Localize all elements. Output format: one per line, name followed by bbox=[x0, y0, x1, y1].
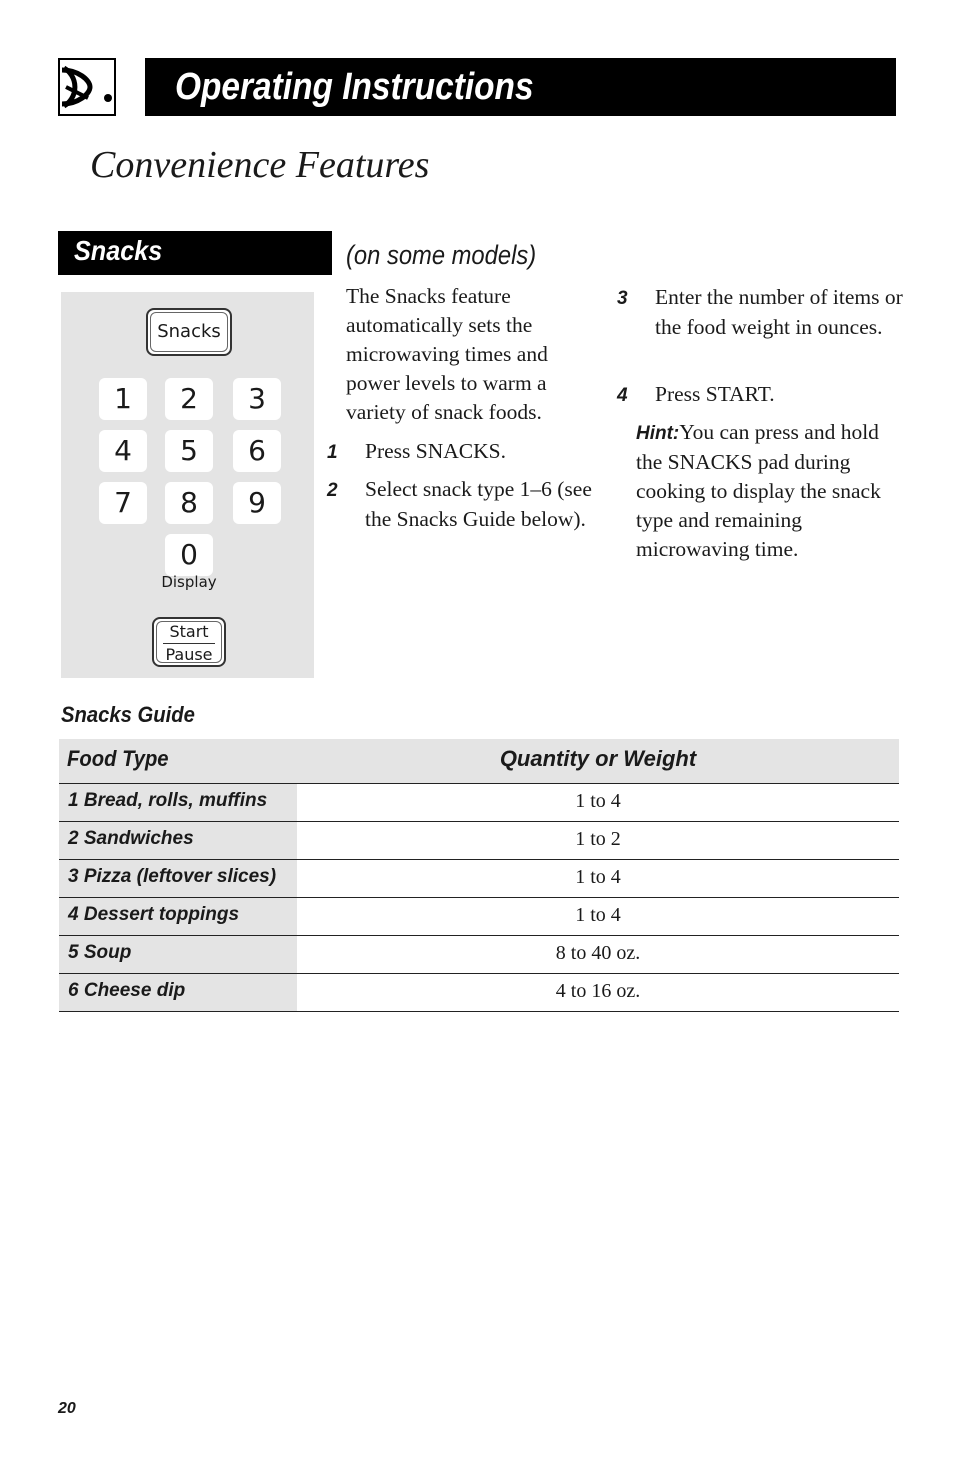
step-number: 1 bbox=[327, 442, 338, 463]
food-type-cell: 5 Soup bbox=[59, 936, 297, 973]
digit-key-0: 0 bbox=[165, 534, 213, 576]
step-text: Press SNACKS. bbox=[365, 439, 506, 463]
feature-title-bar bbox=[58, 231, 332, 275]
hint-text: You can press and hold the SNACKS pad during cooking to display the snack type and remaining microwaving time. bbox=[636, 420, 881, 561]
food-type-cell: 1 Bread, rolls, muffins bbox=[59, 784, 297, 821]
header-bar bbox=[145, 58, 896, 116]
digit-key-2: 2 bbox=[165, 378, 213, 420]
section-title: Convenience Features bbox=[90, 144, 430, 186]
page-number: 20 bbox=[58, 1400, 76, 1417]
quantity-cell: 1 to 4 bbox=[575, 790, 621, 812]
start-pause-key bbox=[152, 617, 226, 667]
step-number: 4 bbox=[617, 385, 628, 406]
header-quantity: Quantity or Weight bbox=[499, 746, 697, 771]
snacks-guide-table bbox=[59, 739, 899, 1012]
step-text: Select snack type 1–6 (see the Snacks Guide below). bbox=[365, 477, 592, 531]
digit-key-9: 9 bbox=[233, 482, 281, 524]
step-2 bbox=[327, 475, 605, 534]
food-type-cell: 3 Pizza (leftover slices) bbox=[59, 860, 297, 897]
step-text: Enter the number of items or the food weight in ounces. bbox=[655, 285, 903, 339]
table-row bbox=[59, 898, 899, 936]
quantity-cell: 1 to 2 bbox=[575, 828, 621, 850]
display-label: Display bbox=[161, 573, 217, 591]
table-header bbox=[59, 739, 899, 784]
digit-key-8: 8 bbox=[165, 482, 213, 524]
step-number: 2 bbox=[327, 480, 338, 501]
food-type-cell: 6 Cheese dip bbox=[59, 974, 297, 1011]
table-row bbox=[59, 784, 899, 822]
digit-key-1: 1 bbox=[99, 378, 147, 420]
models-note: (on some models) bbox=[346, 240, 537, 270]
start-label: Start bbox=[169, 622, 209, 641]
key-divider bbox=[163, 643, 215, 644]
feature-intro: The Snacks feature automatically sets the microwaving times and power levels to warm a variety of snack foods. bbox=[346, 284, 548, 424]
snacks-key: Snacks bbox=[146, 308, 232, 356]
pause-label: Pause bbox=[165, 645, 213, 664]
header-food-type: Food Type bbox=[67, 746, 169, 771]
keypad-illustration bbox=[61, 292, 314, 678]
hint-label: Hint: bbox=[636, 423, 680, 444]
table-row bbox=[59, 822, 899, 860]
step-3 bbox=[617, 283, 913, 342]
food-type-cell: 4 Dessert toppings bbox=[59, 898, 297, 935]
step-4 bbox=[617, 380, 913, 410]
table-row bbox=[59, 860, 899, 898]
feature-title: Snacks bbox=[74, 235, 163, 266]
digit-key-6: 6 bbox=[233, 430, 281, 472]
food-type-cell: 2 Sandwiches bbox=[59, 822, 297, 859]
step-text: Press START. bbox=[655, 382, 775, 406]
quantity-cell: 1 to 4 bbox=[575, 866, 621, 888]
quantity-cell: 1 to 4 bbox=[575, 904, 621, 926]
digit-key-3: 3 bbox=[233, 378, 281, 420]
table-row bbox=[59, 936, 899, 974]
header-title: Operating Instructions bbox=[175, 66, 534, 108]
guide-title: Snacks Guide bbox=[61, 702, 195, 727]
logo bbox=[58, 58, 116, 116]
digit-key-4: 4 bbox=[99, 430, 147, 472]
table-row bbox=[59, 974, 899, 1012]
quantity-cell: 4 to 16 oz. bbox=[555, 980, 641, 1002]
hint bbox=[636, 418, 898, 564]
step-number: 3 bbox=[617, 288, 628, 309]
step-1 bbox=[327, 437, 605, 467]
digit-key-7: 7 bbox=[99, 482, 147, 524]
microwave-dial-icon bbox=[60, 60, 114, 114]
digit-key-5: 5 bbox=[165, 430, 213, 472]
quantity-cell: 8 to 40 oz. bbox=[555, 942, 641, 964]
